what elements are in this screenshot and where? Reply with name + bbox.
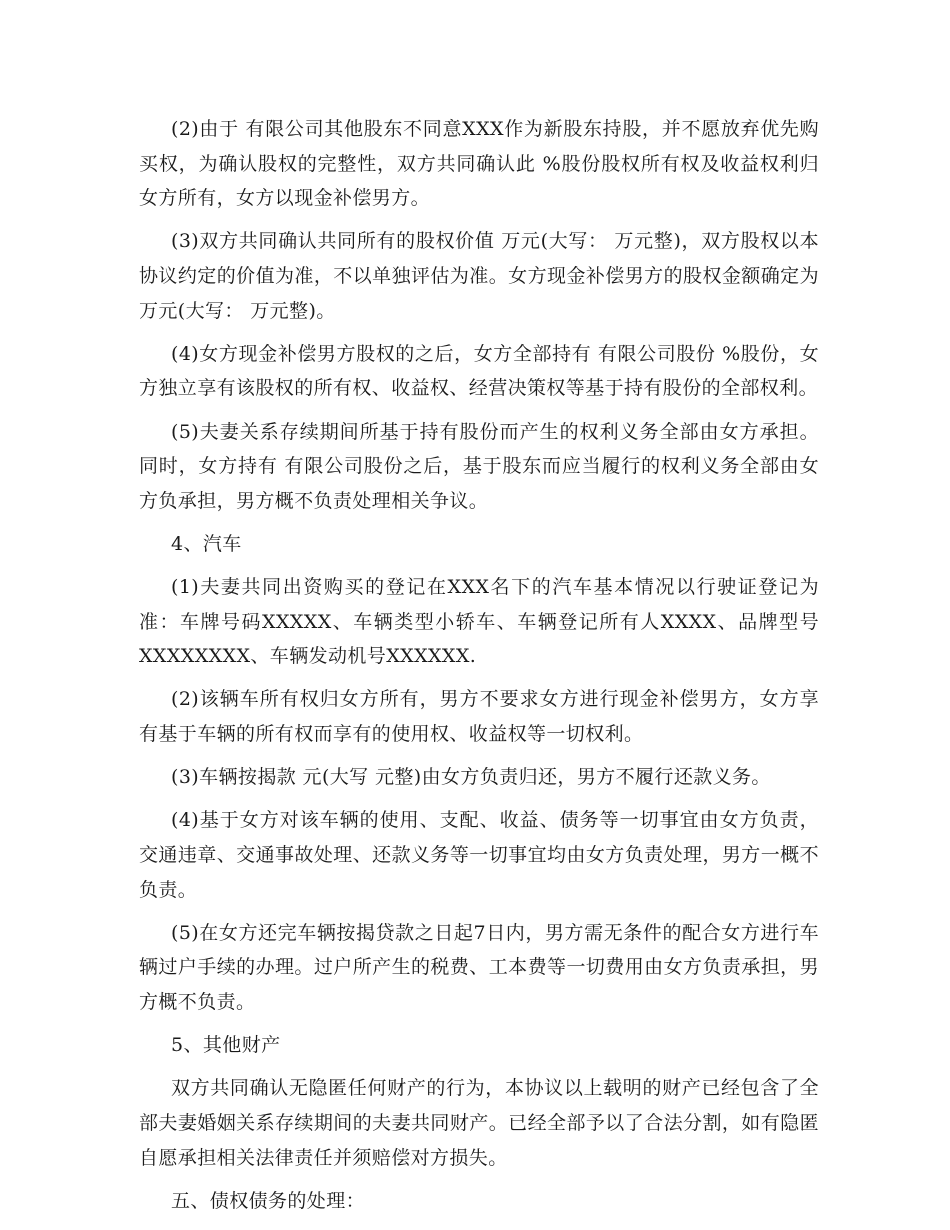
section-heading-car: 4、汽车 <box>171 532 242 555</box>
paragraph-car-5: (5)在女方还完车辆按揭贷款之日起7日内，男方需无条件的配合女方进行车辆过户手续的办理。过户所产生的税费、工本费等一切费用由女方负责承担，男方概不负责。 <box>139 921 819 1013</box>
paragraph-equity-3: (3)双方共同确认共同所有的股权价值 万元(大写： 万元整)，双方股权以本协议约定的价值为准，不以单独评估为准。女方现金补偿男方的股权金额确定为 万元(大写： 万元整)。 <box>139 230 819 322</box>
section-heading-other-property: 5、其他财产 <box>171 1034 281 1057</box>
paragraph-car-3: (3)车辆按揭款 元(大写 元整)由女方负责归还，男方不履行还款义务。 <box>171 766 771 789</box>
paragraph-equity-2: (2)由于 有限公司其他股东不同意XXX作为新股东持股，并不愿放弃优先购买权，为确认股权的完整性，双方共同确认此 %股份股权所有权及收益权利归女方所有，女方以现金补偿男方。 <box>139 118 819 210</box>
paragraph-other-property: 双方共同确认无隐匿任何财产的行为，本协议以上载明的财产已经包含了全部夫妻婚姻关系存续期间的夫妻共同财产。已经全部予以了合法分割，如有隐匿自愿承担相关法律责任并须赔偿对方损失。 <box>139 1077 819 1169</box>
paragraph-car-1: (1)夫妻共同出资购买的登记在XXX名下的汽车基本情况以行驶证登记为准：车牌号码XXXXX、车辆类型小轿车、车辆登记所有人XXXX、品牌型号XXXXXXXX、车辆发动机号XXXXXX. <box>139 576 819 668</box>
paragraph-car-4: (4)基于女方对该车辆的使用、支配、收益、债务等一切事宜由女方负责，交通违章、交通事故处理、还款义务等一切事宜均由女方负责处理，男方一概不负责。 <box>139 809 819 901</box>
document-body <box>139 112 819 1227</box>
paragraph-equity-4: (4)女方现金补偿男方股权的之后，女方全部持有 有限公司股份 %股份，女方独立享有该股权的所有权、收益权、经营决策权等基于持有股份的全部权利。 <box>139 342 819 400</box>
paragraph-equity-5: (5)夫妻关系存续期间所基于持有股份而产生的权利义务全部由女方承担。同时，女方持有 有限公司股份之后，基于股东而应当履行的权利义务全部由女方负承担，男方概不负责处理相关争议。 <box>139 420 819 512</box>
paragraph-car-2: (2)该辆车所有权归女方所有，男方不要求女方进行现金补偿男方，女方享有基于车辆的所有权而享有的使用权、收益权等一切权利。 <box>139 688 819 746</box>
section-heading-debts: 五、债权债务的处理： <box>171 1189 366 1212</box>
